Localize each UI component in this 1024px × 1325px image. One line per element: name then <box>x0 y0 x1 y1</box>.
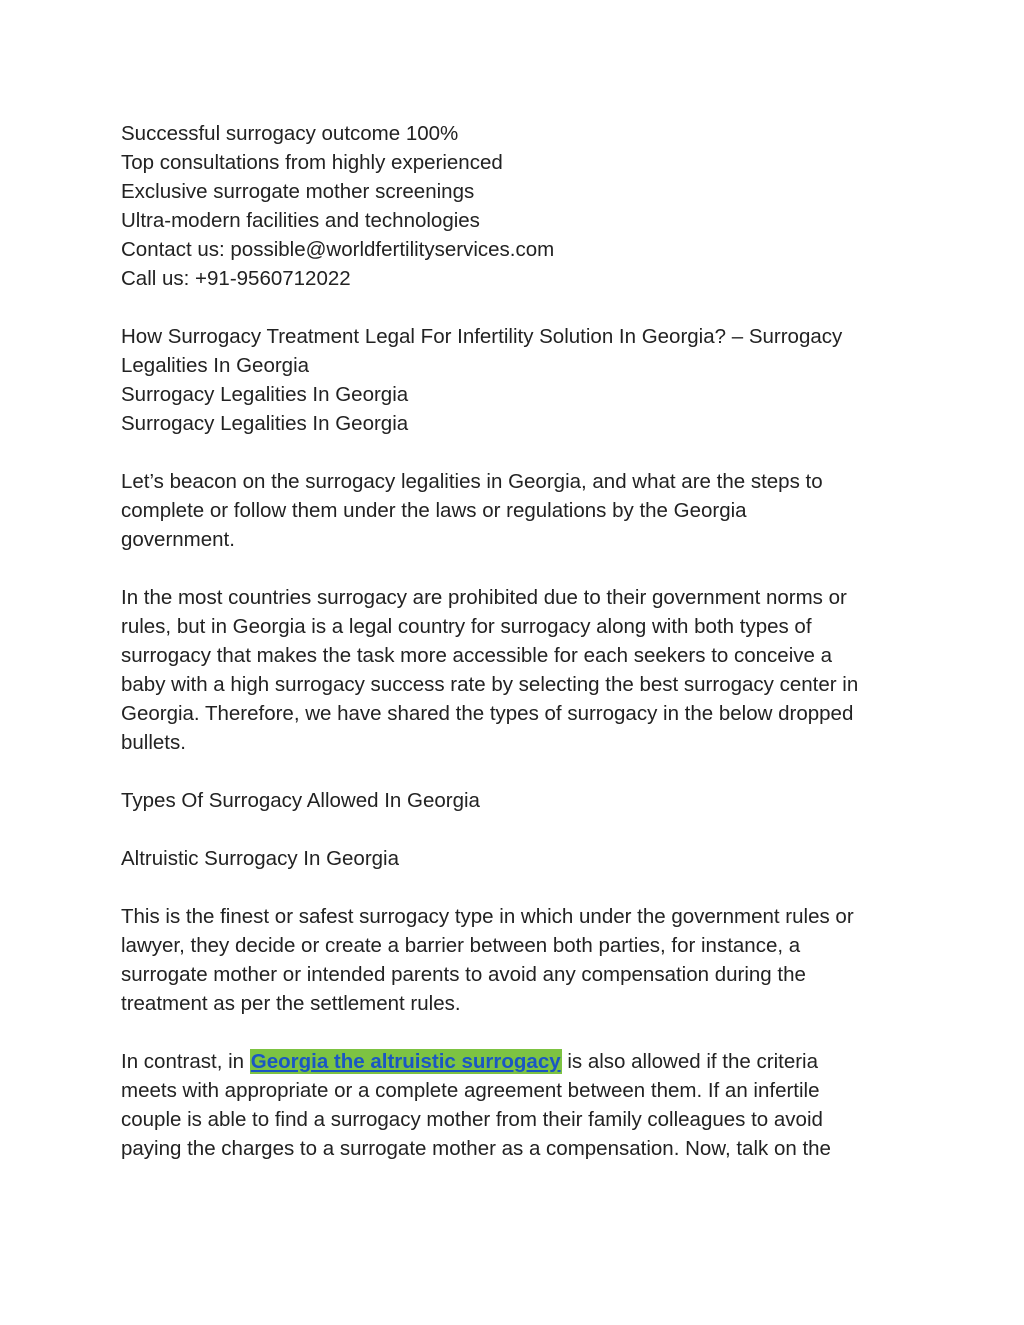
paragraph-line: Let’s beacon on the surrogacy legalities in Georgia, and what are the steps to <box>121 470 823 493</box>
document-page <box>121 119 921 1192</box>
paragraph-line: bullets. <box>121 731 186 754</box>
paragraph-line: rules, but in Georgia is a legal country for surrogacy along with both types of <box>121 615 812 638</box>
paragraph-line-with-link <box>121 1047 921 1076</box>
feature-item: Exclusive surrogate mother screenings <box>121 180 475 203</box>
feature-item: Successful surrogacy outcome 100% <box>121 122 459 145</box>
text-after-link: is also allowed if the criteria <box>561 1050 819 1073</box>
contact-email-line: Contact us: possible@worldfertilityservices.com <box>121 238 555 261</box>
intro-paragraph <box>121 467 921 554</box>
types-heading <box>121 786 921 815</box>
paragraph-line: treatment as per the settlement rules. <box>121 992 461 1015</box>
sub-heading-1: Surrogacy Legalities In Georgia <box>121 383 409 406</box>
altruistic-heading <box>121 844 921 873</box>
paragraph-line: In the most countries surrogacy are prohibited due to their government norms or <box>121 586 847 609</box>
altruistic-paragraph <box>121 902 921 1018</box>
paragraph-line: couple is able to find a surrogacy mother from their family colleagues to avoid <box>121 1108 823 1131</box>
paragraph-line: government. <box>121 528 235 551</box>
paragraph-line: This is the finest or safest surrogacy type in which under the government rules or <box>121 905 854 928</box>
feature-item: Ultra-modern facilities and technologies <box>121 209 480 232</box>
paragraph-line: surrogate mother or intended parents to avoid any compensation during the <box>121 963 806 986</box>
paragraph-line: lawyer, they decide or create a barrier between both parties, for instance, a <box>121 934 801 957</box>
altruistic-surrogacy-link[interactable]: Georgia the altruistic surrogacy <box>250 1050 561 1073</box>
features-list <box>121 119 921 293</box>
contrast-paragraph <box>121 1047 921 1163</box>
paragraph-line: meets with appropriate or a complete agreement between them. If an infertile <box>121 1079 820 1102</box>
main-heading-line-2: Legalities In Georgia <box>121 354 310 377</box>
legality-paragraph <box>121 583 921 757</box>
paragraph-line: baby with a high surrogacy success rate by selecting the best surrogacy center in <box>121 673 859 696</box>
section-heading: Types Of Surrogacy Allowed In Georgia <box>121 789 480 812</box>
paragraph-line: complete or follow them under the laws or regulations by the Georgia <box>121 499 747 522</box>
main-heading-line-1: How Surrogacy Treatment Legal For Infertility Solution In Georgia? – Surrogacy <box>121 325 843 348</box>
headings-block <box>121 322 921 438</box>
paragraph-line: Georgia. Therefore, we have shared the types of surrogacy in the below dropped <box>121 702 854 725</box>
feature-item: Top consultations from highly experienced <box>121 151 503 174</box>
paragraph-line: paying the charges to a surrogate mother as a compensation. Now, talk on the <box>121 1137 831 1160</box>
section-heading: Altruistic Surrogacy In Georgia <box>121 847 400 870</box>
contact-phone-line: Call us: +91-9560712022 <box>121 267 351 290</box>
text-before-link: In contrast, in <box>121 1050 250 1073</box>
sub-heading-2: Surrogacy Legalities In Georgia <box>121 412 409 435</box>
paragraph-line: surrogacy that makes the task more accessible for each seekers to conceive a <box>121 644 833 667</box>
